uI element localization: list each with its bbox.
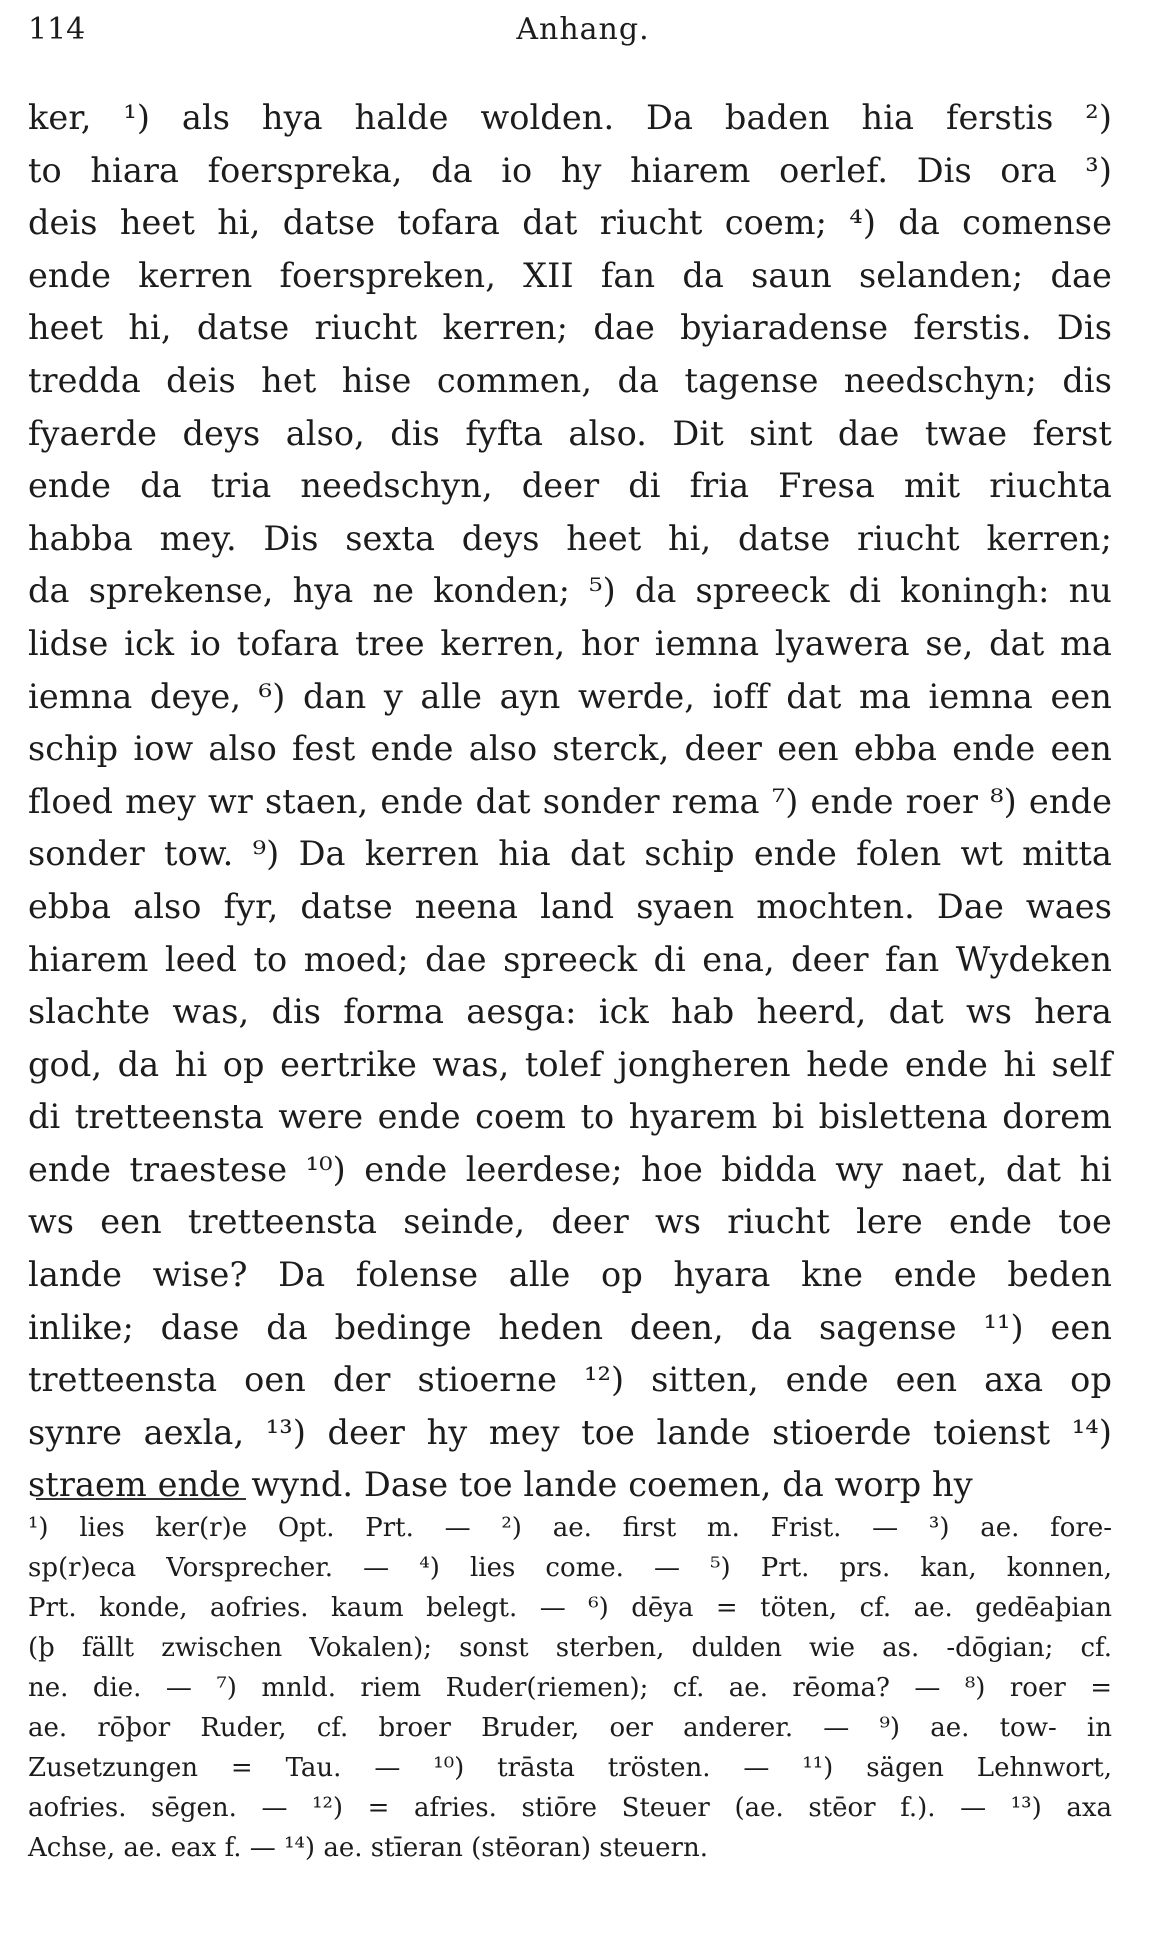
text-line: to hiara foerspreka, da io hy hiarem oerlef. Dis ora ³) [28, 150, 1112, 190]
text-line: ende da tria needschyn, deer di fria Fresa mit riuchta [28, 466, 1112, 506]
text-line: tredda deis het hise commen, da tagense needschyn; dis [28, 360, 1112, 400]
text-line: habba mey. Dis sexta deys heet hi, datse riucht kerren; [28, 518, 1112, 558]
text-line: sonder tow. ⁹) Da kerren hia dat schip ende folen wt mitta [28, 834, 1112, 874]
text-line: deis heet hi, datse tofara dat riucht coem; ⁴) da comense [28, 203, 1112, 243]
footnote-line: aofries. sēgen. — ¹²) = afries. stiōre Steuer (ae. stēor f.). — ¹³) axa [28, 1793, 1112, 1823]
main-text [28, 92, 1112, 1512]
text-line: iemna deye, ⁶) dan y alle ayn werde, ioff dat ma iemna een [28, 676, 1112, 716]
text-line: ende traestese ¹⁰) ende leerdese; hoe bidda wy naet, dat hi [28, 1149, 1112, 1189]
footnote-line: sp(r)eca Vorsprecher. — ⁴) lies come. — ⁵) Prt. prs. kan, konnen, [28, 1553, 1112, 1583]
footnote-line: (þ fällt zwischen Vokalen); sonst sterben, dulden wie as. -dōgian; cf. [28, 1633, 1112, 1663]
text-line: straem ende wynd. Dase toe lande coemen, da worp hy [28, 1465, 973, 1505]
text-line: schip iow also fest ende also sterck, deer een ebba ende een [28, 729, 1112, 769]
text-line: ws een tretteensta seinde, deer ws riucht lere ende toe [28, 1202, 1112, 1242]
text-line: floed mey wr staen, ende dat sonder rema ⁷) ende roer ⁸) ende [28, 781, 1112, 821]
footnote-line: Prt. konde, aofries. kaum belegt. — ⁶) dēya = töten, cf. ae. gedēaþian [28, 1593, 1112, 1623]
text-line: ebba also fyr, datse neena land syaen mochten. Dae waes [28, 886, 1112, 926]
text-line: synre aexla, ¹³) deer hy mey toe lande stioerde toienst ¹⁴) [28, 1412, 1112, 1452]
footnote-line: ae. rōþor Ruder, cf. broer Bruder, oer anderer. — ⁹) ae. tow- in [28, 1713, 1112, 1743]
text-line: di tretteensta were ende coem to hyarem bi bislettena dorem [28, 1097, 1112, 1137]
footnote-divider [36, 1498, 246, 1500]
footnotes [28, 1508, 1112, 1868]
text-line: fyaerde deys also, dis fyfta also. Dit sint dae twae ferst [28, 413, 1112, 453]
page-header [28, 12, 1138, 52]
footnote-line: ¹) lies ker(r)e Opt. Prt. — ²) ae. first m. Frist. — ³) ae. fore- [28, 1513, 1112, 1543]
text-line: da sprekense, hya ne konden; ⁵) da spreeck di koningh: nu [28, 571, 1112, 611]
text-line: hiarem leed to moed; dae spreeck di ena, deer fan Wydeken [28, 939, 1112, 979]
text-line: slachte was, dis forma aesga: ick hab heerd, dat ws hera [28, 992, 1112, 1032]
footnote-line: ne. die. — ⁷) mnld. riem Ruder(riemen); cf. ae. rēoma? — ⁸) roer = [28, 1673, 1112, 1703]
footnote-line: Zusetzungen = Tau. — ¹⁰) trāsta trösten. — ¹¹) sägen Lehnwort, [28, 1753, 1112, 1783]
footnote-line: Achse, ae. eax f. — ¹⁴) ae. stīeran (stēoran) steuern. [28, 1833, 708, 1863]
text-line: lidse ick io tofara tree kerren, hor iemna lyawera se, dat ma [28, 623, 1112, 663]
text-line: ker, ¹) als hya halde wolden. Da baden hia ferstis ²) [28, 98, 1112, 137]
text-line: tretteensta oen der stioerne ¹²) sitten, ende een axa op [28, 1360, 1112, 1400]
text-line: lande wise? Da folense alle op hyara kne ende beden [28, 1255, 1112, 1295]
text-line: heet hi, datse riucht kerren; dae byiaradense ferstis. Dis [28, 308, 1112, 348]
text-line: inlike; dase da bedinge heden deen, da sagense ¹¹) een [28, 1307, 1112, 1347]
text-line: ende kerren foerspreken, XII fan da saun selanden; dae [28, 255, 1112, 295]
page-number: 114 [28, 12, 86, 47]
running-head: Anhang. [516, 12, 650, 47]
text-line: god, da hi op eertrike was, tolef jongheren hede ende hi self [28, 1044, 1112, 1084]
